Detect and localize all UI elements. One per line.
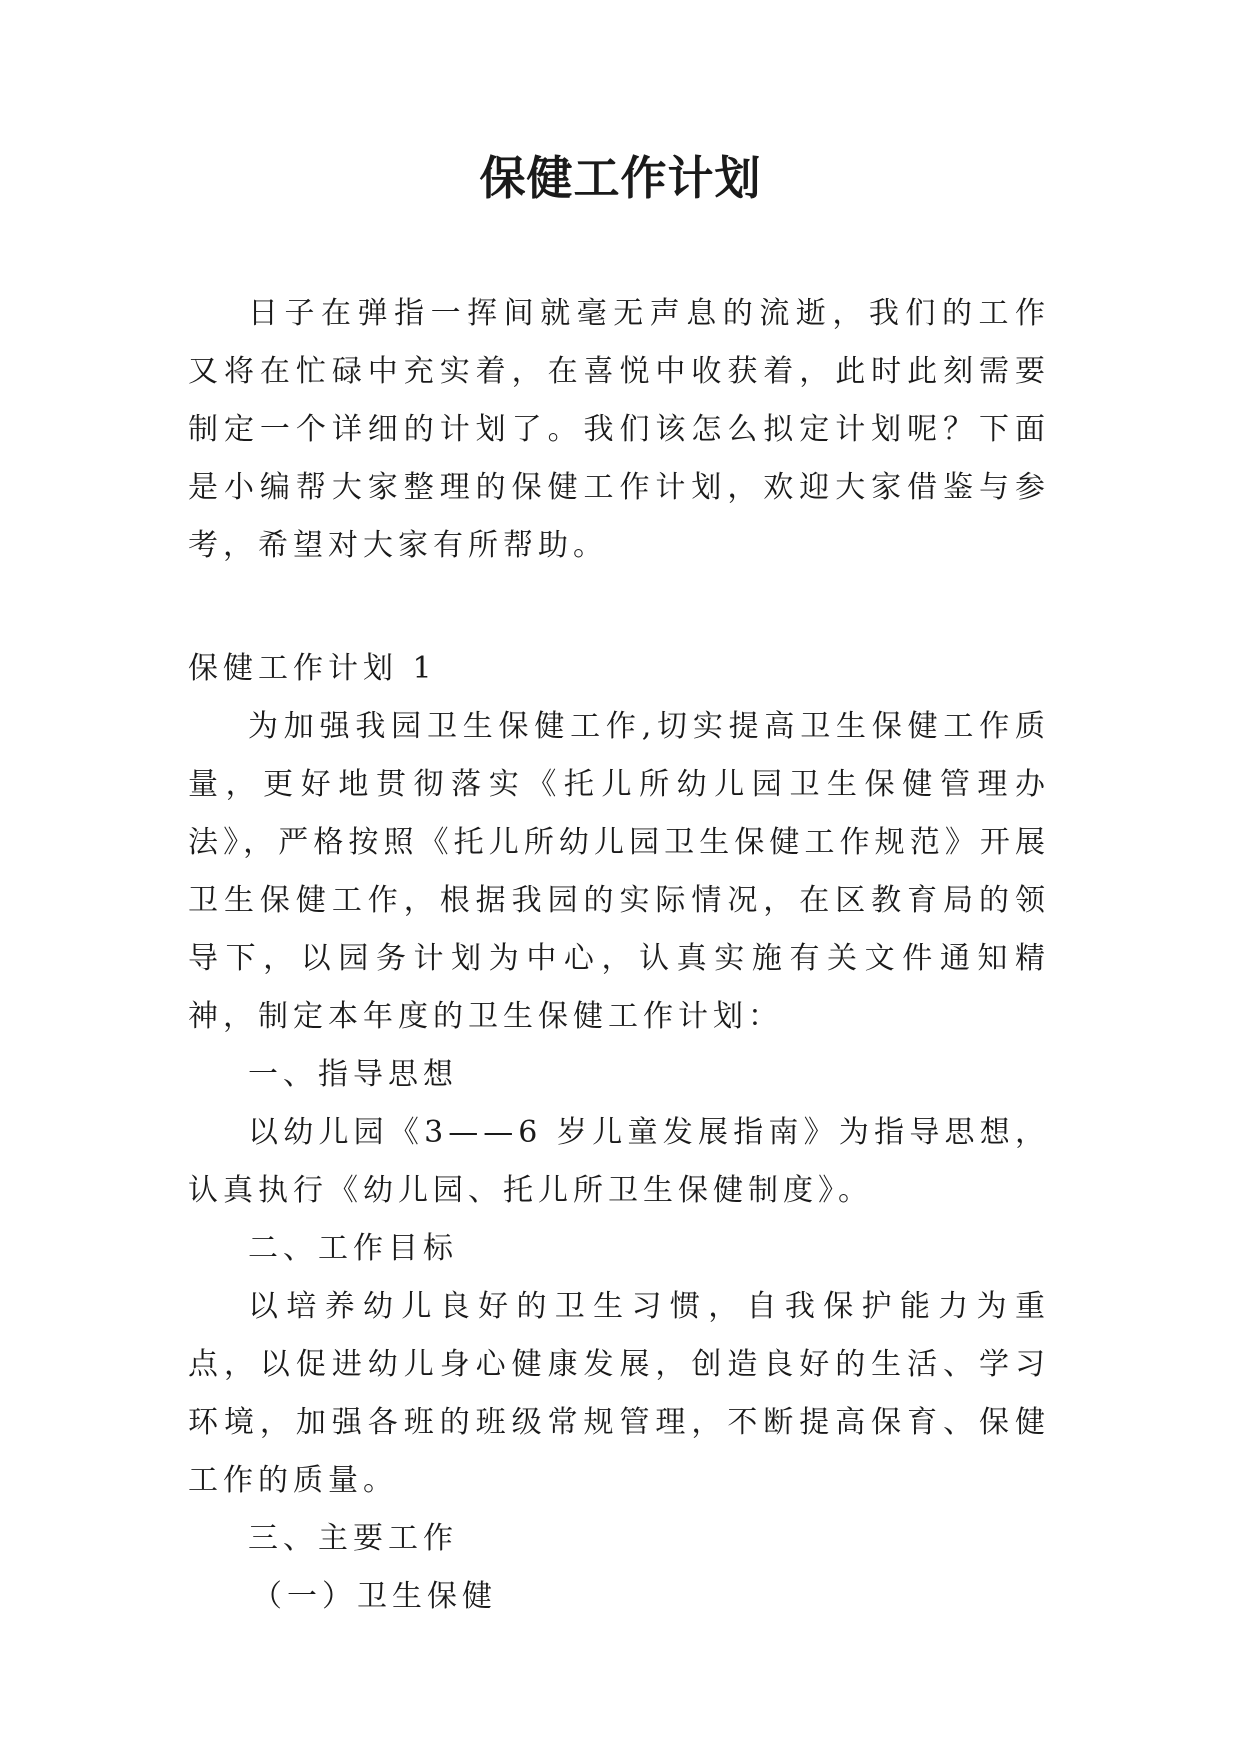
- section-2-paragraph: 以培养幼儿良好的卫生习惯，自我保护能力为重点，以促进幼儿身心健康发展，创造良好的生活、学习环境，加强各班的班级常规管理，不断提高保育、保健工作的质量。: [188, 1289, 1050, 1498]
- subsection-1-heading: （一）卫生保健: [252, 1579, 497, 1614]
- intro-paragraph: 日子在弹指一挥间就毫无声息的流逝，我们的工作又将在忙碌中充实着，在喜悦中收获着，此时此刻需要制定一个详细的计划了。我们该怎么拟定计划呢？下面是小编帮大家整理的保健工作计划，欢迎大家借鉴与参考，希望对大家有所帮助。: [188, 296, 1050, 563]
- section-3-heading: 三、主要工作: [248, 1521, 458, 1556]
- plan-1-heading: 保健工作计划 1: [188, 651, 437, 686]
- intro-block: [188, 285, 1050, 575]
- document-title: 保健工作计划: [479, 151, 762, 205]
- plan-1-paragraph: 为加强我园卫生保健工作,切实提高卫生保健工作质量，更好地贯彻落实《托儿所幼儿园卫生保健管理办法》，严格按照《托儿所幼儿园卫生保健工作规范》开展卫生保健工作，根据我园的实际情况，在区教育局的领导下，以园务计划为中心，认真实施有关文件通知精神，制定本年度的卫生保健工作计划：: [188, 709, 1050, 1034]
- section-1-paragraph: 以幼儿园《3——6 岁儿童发展指南》为指导思想，认真执行《幼儿园、托儿所卫生保健制度》。: [188, 1115, 1050, 1208]
- section-1-heading: 一、指导思想: [248, 1057, 458, 1092]
- section-2-heading: 二、工作目标: [248, 1231, 458, 1266]
- plan-1-block: [188, 640, 1050, 1626]
